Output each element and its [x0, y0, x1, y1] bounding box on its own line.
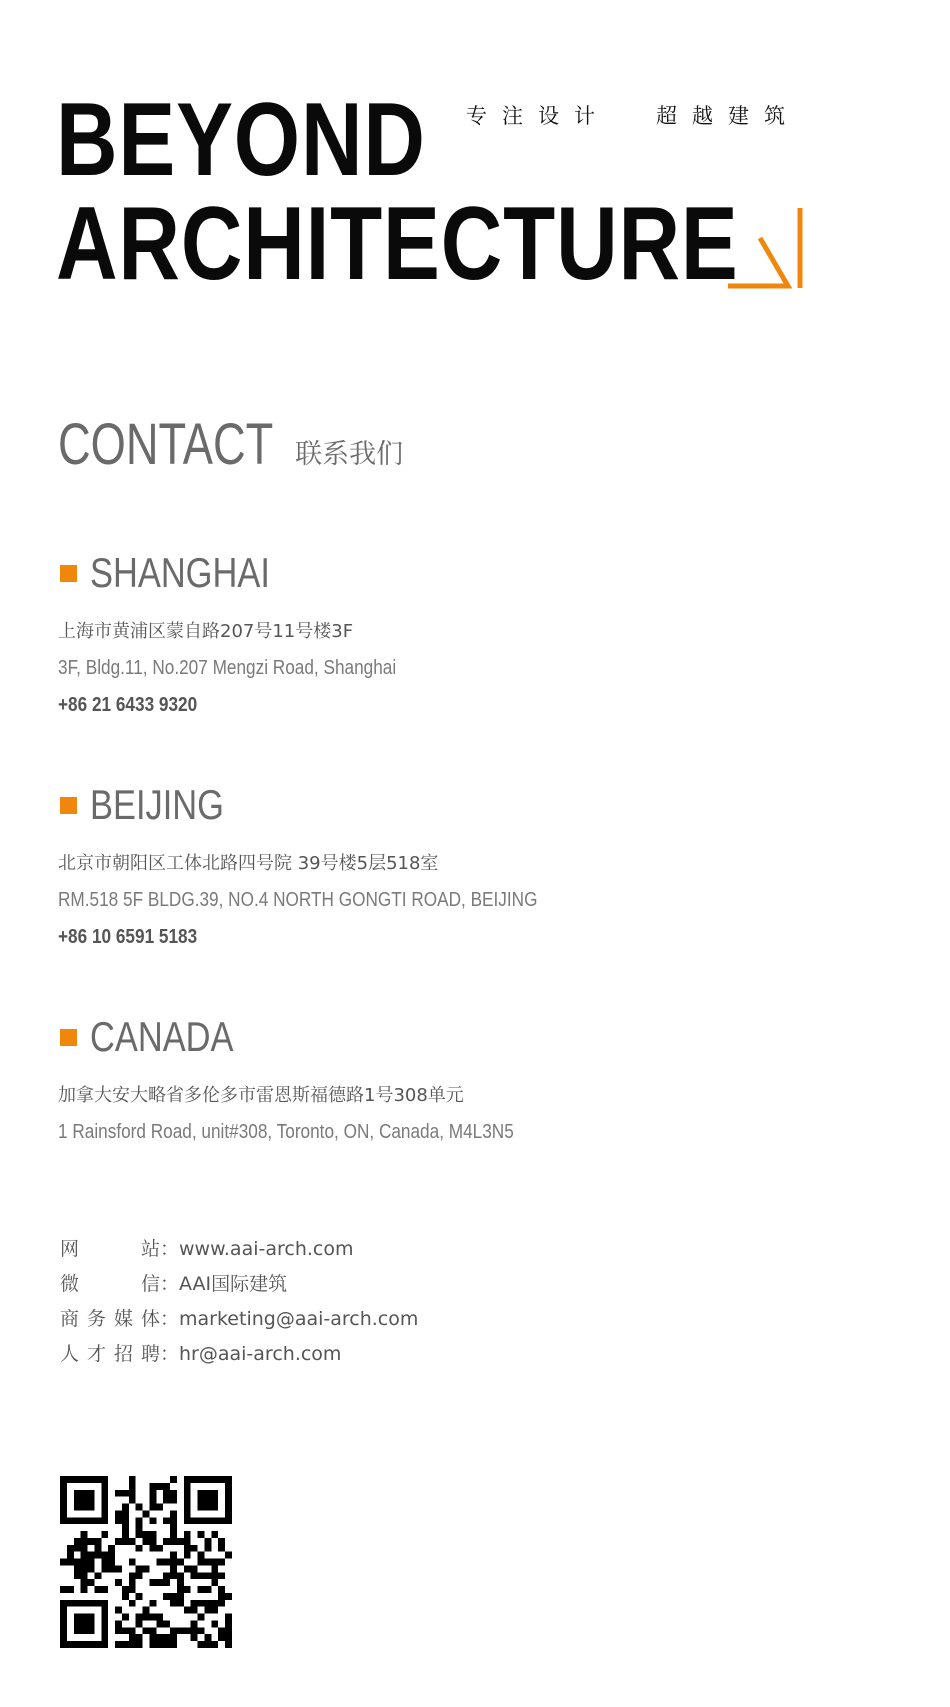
- wechat-account: AAI国际建筑: [179, 1273, 288, 1295]
- info-label: 微信: [60, 1273, 160, 1295]
- office-city: BEIJING: [90, 781, 224, 828]
- office-beijing: [58, 778, 616, 956]
- hero-title: [56, 82, 739, 302]
- qr-code-icon: [60, 1476, 232, 1648]
- office-address-cn: 加拿大安大略省多伦多市雷恩斯福德路1号308单元: [58, 1085, 464, 1106]
- info-separator: ：: [160, 1343, 180, 1365]
- contact-heading: [58, 412, 403, 478]
- info-row-recruitment: [60, 1337, 418, 1372]
- orange-square-icon: [60, 797, 77, 814]
- office-city: SHANGHAI: [90, 549, 270, 596]
- orange-square-icon: [60, 1029, 77, 1046]
- marketing-email-link[interactable]: marketing@aai-arch.com: [179, 1308, 419, 1330]
- info-separator: ：: [160, 1273, 180, 1295]
- office-phone: +86 10 6591 5183: [58, 926, 198, 948]
- office-heading: [58, 778, 616, 832]
- hr-email-link[interactable]: hr@aai-arch.com: [179, 1343, 342, 1365]
- contact-title-zh: 联系我们: [295, 438, 404, 470]
- office-address-en: RM.518 5F BLDG.39, NO.4 NORTH GONGTI ROAD, BEIJING: [58, 889, 538, 911]
- info-label: 商务媒体: [60, 1308, 160, 1330]
- office-heading: [58, 1010, 588, 1064]
- tagline-left: 专注设计: [466, 104, 610, 128]
- hero-title-line-2: ARCHITECTURE: [56, 186, 739, 302]
- office-address-cn: 上海市黄浦区蒙自路207号11号楼3F: [58, 621, 354, 642]
- office-city: CANADA: [90, 1013, 234, 1060]
- office-canada: [58, 1010, 588, 1151]
- info-label: 人才招聘: [60, 1343, 160, 1365]
- info-label: 网站: [60, 1238, 160, 1260]
- info-separator: ：: [160, 1238, 180, 1260]
- hero-title-line-1: BEYOND: [56, 82, 426, 198]
- contact-info-list: [60, 1232, 418, 1372]
- orange-square-icon: [60, 565, 77, 582]
- office-address-en: 1 Rainsford Road, unit#308, Toronto, ON, Canada, M4L3N5: [58, 1121, 514, 1143]
- info-row-wechat: [60, 1267, 418, 1302]
- office-address-cn: 北京市朝阳区工体北路四号院 39号楼5层518室: [58, 853, 439, 874]
- brand-logo-mark-icon: [722, 204, 806, 292]
- contact-title-en: CONTACT: [58, 412, 274, 477]
- info-separator: ：: [160, 1308, 180, 1330]
- office-shanghai: [58, 546, 451, 724]
- office-heading: [58, 546, 451, 600]
- info-row-business-media: [60, 1302, 418, 1337]
- office-phone: +86 21 6433 9320: [58, 694, 198, 716]
- website-link[interactable]: www.aai-arch.com: [179, 1238, 354, 1260]
- tagline-right: 超越建筑: [656, 104, 800, 128]
- office-address-en: 3F, Bldg.11, No.207 Mengzi Road, Shanghai: [58, 657, 397, 679]
- info-row-website: [60, 1232, 418, 1267]
